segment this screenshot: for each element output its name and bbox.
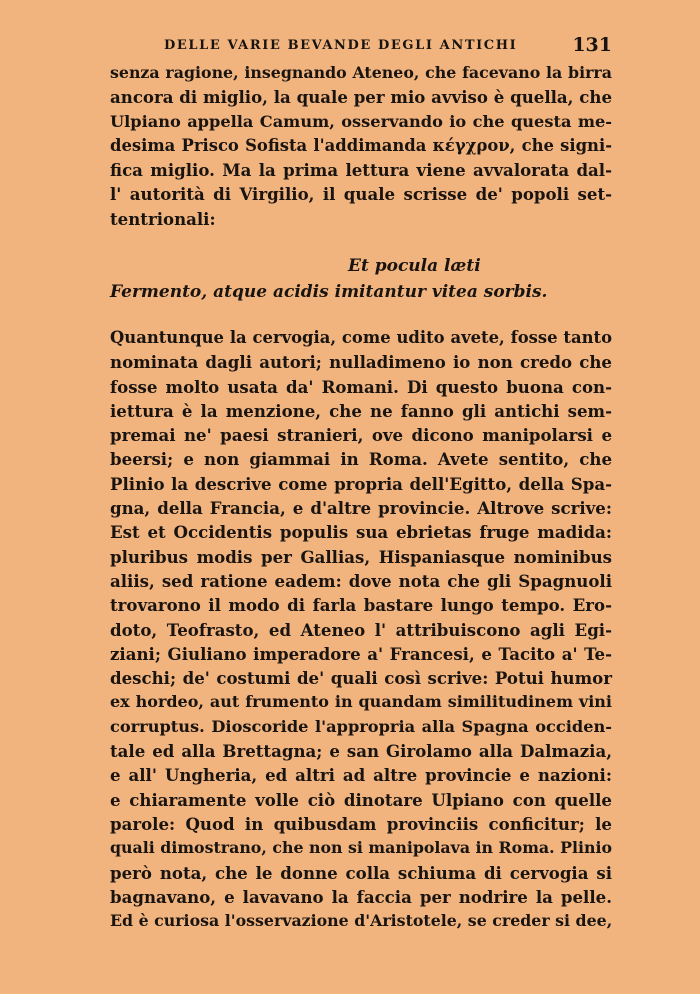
text-line: corruptus. Dioscoride l'appropria alla Spagna occiden- [110,716,612,736]
text-line: parole: Quod in quibusdam provinciis conficitur; le [110,813,612,834]
text-line: beersi; e non giammai in Roma. Avete sentito, che [110,449,612,470]
text-line: però nota, che le donne colla schiuma di cervogia si [110,862,612,883]
text-line: tale ed alla Brettagna; e san Girolamo alla Dalmazia, [110,741,612,762]
text-line: e all' Ungheria, ed altri ad altre provincie e nazioni: [110,765,612,786]
text-line: l' autorità di Virgilio, il quale scrisse de' popoli set- [110,184,612,205]
text-line: ex hordeo, aut frumento in quandam similitudinem vini [110,692,612,712]
text-line: senza ragione, insegnando Ateneo, che facevano la birra [110,63,612,82]
text-line: ancora di miglio, la quale per mio avviso è quella, che [110,87,612,108]
text-line: nominata dagli autori; nulladimeno io non credo che [110,352,612,373]
text-line: fosse molto usata da' Romani. Di questo buona con- [110,376,612,397]
text-line: gna, della Francia, e d'altre provincie. Altrove scrive: [110,498,612,519]
text-line: Est et Occidentis populis sua ebrietas fruge madida: [110,522,612,543]
paragraph-2 [110,326,612,933]
text-line: Quantunque la cervogia, come udito avete, fosse tanto [110,328,612,347]
text-line: bagnavano, e lavavano la faccia per nodrire la pelle. [110,886,612,907]
verse-line: Fermento, atque acidis imitantur vitea sorbis. [110,282,548,302]
text-line: desima Prisco Sofista l'addimanda κέγχρον, che signi- [110,135,612,155]
text-line: fica miglio. Ma la prima lettura viene avvalorata dal- [110,160,612,181]
text-line: Ulpiano appella Camum, osservando io che questa me- [110,111,612,131]
text-line: trovarono il modo di farla bastare lungo tempo. Ero- [110,595,612,616]
page-header [112,34,612,58]
running-title: DELLE VARIE BEVANDE DEGLI ANTICHI [164,38,518,53]
text-line: Plinio la descrive come propria dell'Egitto, della Spa- [110,473,612,494]
text-line: ziani; Giuliano imperadore a' Francesi, e Tacito a' Te- [110,643,612,664]
page-number: 131 [572,34,612,56]
verse-quotation [110,253,612,305]
text-line: Ed è curiosa l'osservazione d'Aristotele, se creder si dee, [110,911,613,931]
text-line: e chiaramente volle ciò dinotare Ulpiano con quelle [110,789,612,810]
text-line: iettura è la menzione, che ne fanno gli antichi sem- [110,400,612,421]
text-line: tentrionali: [110,208,216,229]
text-line: premai ne' paesi stranieri, ove dicono manipolarsi e [110,425,612,446]
text-line: aliis, sed ratione eadem: dove nota che gli Spagnuoli [110,570,612,591]
text-line: doto, Teofrasto, ed Ateneo l' attribuiscono agli Egi- [110,619,612,640]
text-line: pluribus modis per Gallias, Hispaniasque nominibus [110,546,612,567]
verse-line: Et pocula læti [348,256,481,276]
paragraph-1 [110,61,612,231]
text-line: deschi; de' costumi de' quali così scrive: Potui humor [110,668,612,689]
text-line: quali dimostrano, che non si manipolava in Roma. Plinio [110,838,613,858]
